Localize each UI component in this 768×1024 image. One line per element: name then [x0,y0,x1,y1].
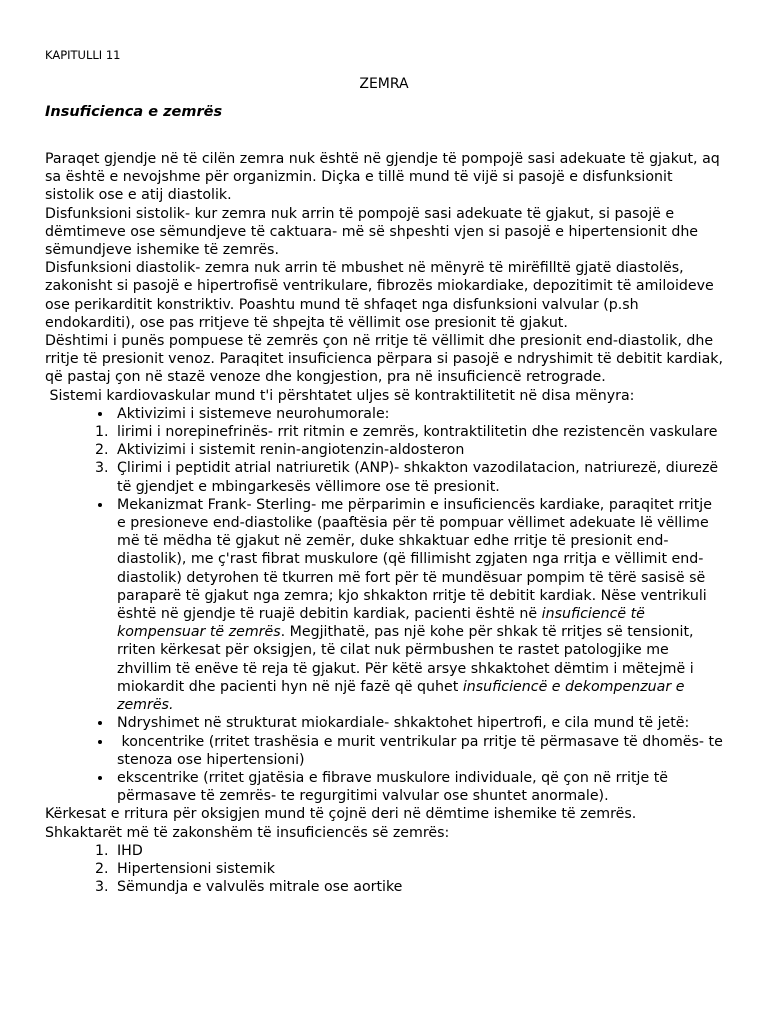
list-item: 2. Aktivizimi i sistemit renin-angiotenzin-aldosteron [113,441,725,459]
paragraph-oxygen: Kërkesat e rritura për oksigjen mund të çojnë deri në dëmtime ishemike të zemrës. [45,806,637,823]
paragraph-definition: Paraqet gjendje në të cilën zemra nuk është në gjendje të pompojë sasi adekuate të gjakut, aq sa është e nevojshme për organizmin. Diçka e tillë mund të vijë si pasojë e disfunksionit sistolik ose e atij diastolik. [45,151,720,204]
frank-emphasis-compensated: insuficiencë të kompensuar të zemrës [117,606,645,641]
paragraph-pump-failure: Dështimi i punës pompuese të zemrës çon në rritje të vëllimit dhe presionit end-diastolik, dhe rritje të presionit venoz. Paraqitet insuficienca përpara si pasojë e ndryshimit të debitit kardiak, që pastaj çon në stazë venoze dhe kongjestion, pra në insuficiencë retrograde. [45,333,724,386]
list-item: 1. lirimi i norepinefrinës- rrit ritmin e zemrës, kontraktilitetin dhe rezistencën vaskulare [113,423,725,441]
frank-text-1: Mekanizmat Frank- Sterling- me përparimin e insuficiencës kardiake, paraqitet rritje e presioneve end-diastolike (paaftësia për të pompuar vëllimet adekuate lë vëllime më të mëdha të gjakut në zemër, duke shkaktuar edhe rritje të presionit end-diastolik), me ç'rast fibrat muskulore (që fillimisht zgjaten nga rritja e vëllimit end-diastolik) detyrohen të tkurren më fort për të mundësuar pompim të tërë sasisë së paraparë të gjakut nga zemra; kjo shkakton rritje të debitit kardiak. Nëse ventrikuli është në gjendje të ruajë debitin kardiak, pacienti është në [117,496,712,623]
list-item-frank-starling [113,496,725,714]
list-item: 3. Çlirimi i peptidit atrial natriuretik (ANP)- shkakton vazodilatacion, natriurezë, diurezë të gjendjet e mbingarkesës vëllimore ose të presionit. [113,459,725,495]
list-item: • koncentrike (rritet trashësia e murit ventrikular pa rritje të përmasave të dhomës- te stenoza ose hipertensioni) [113,733,725,769]
page-title: ZEMRA [359,76,409,92]
list-item: • Aktivizimi i sistemeve neurohumorale: [113,405,725,423]
frank-text-2: . Megjithatë, pas një kohe për shkak të rritjes së tensionit, rriten kërkesat për oksigjen, të cilat nuk përmbushen te rastet patologjike me zhvillim të enëve të reja të gjakut. Për këtë arsye shkaktohet dëmtim i mëtejmë i miokardit dhe pacienti hyn në një fazë që quhet [117,624,694,695]
list-item: 3. Sëmundja e valvulës mitrale ose aortike [113,878,725,896]
paragraph-diastolic: Disfunksioni diastolik- zemra nuk arrin të mbushet në mënyrë të mirëfilltë gjatë diastolës, zakonisht si pasojë e hipertrofisë ventrikulare, fibrozës miokardiake, depozitimit të amiloideve ose perikarditit konstriktiv. Poashtu mund të shfaqet nga disfunksioni valvular (p.sh endokarditi), ose pas rritjeve të shpejta të vëllimit ose presionit të gjakut. [45,260,714,331]
list-item: 1. IHD [113,842,725,860]
paragraph-systolic: Disfunksioni sistolik- kur zemra nuk arrin të pompojë sasi adekuate të gjakut, si pasojë e dëmtimeve ose sëmundjeve të caktuara- më së shpeshti vjen si pasojë e hipertensionit dhe sëmundjeve ishemike të zemrës. [45,205,699,259]
list-item: • ekscentrike (rritet gjatësia e fibrave muskulore individuale, që çon në rritje të përmasave të zemrës- te regurgitimi valvular ose shuntet anormale). [113,769,725,805]
list-item: • Ndryshimet në strukturat miokardiale- shkaktohet hipertrofi, e cila mund të jetë: [113,714,725,732]
numbered-list-causes [45,842,725,897]
numbered-list-neurohumoral [45,423,725,496]
list-item: 2. Hipertensioni sistemik [113,860,725,878]
document-body [45,150,728,896]
paragraph-adaptation: Sistemi kardiovaskular mund t'i përshtatet uljes së kontraktilitetit në disa mënyra: [45,387,635,404]
frank-emphasis-decompensated: insuficiencë e dekompenzuar e zemrës. [117,678,685,714]
section-title: Insuficienca e zemrës [45,104,223,120]
bullet-list-mechanisms [45,496,728,805]
bullet-list-neurohumoral [45,405,725,423]
chapter-label: KAPITULLI 11 [45,48,121,62]
paragraph-causes-intro: Shkaktarët më të zakonshëm të insuficiencës së zemrës: [45,824,450,841]
